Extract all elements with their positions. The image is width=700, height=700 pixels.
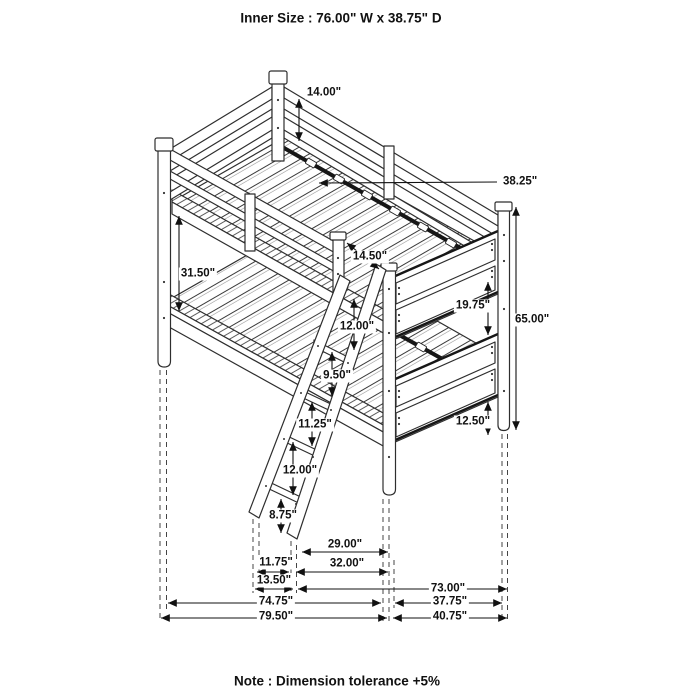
dim-label-rung-spacing-top: 12.00" (339, 320, 375, 333)
dim-label-rung-spacing-second: 9.50" (323, 369, 351, 382)
dim-label-overall-height: 65.00" (515, 313, 550, 326)
dim-label-ladder-opening: 14.50" (352, 250, 388, 263)
dim-label-rung-to-floor: 8.75" (269, 509, 297, 522)
right-corner-post (495, 202, 512, 431)
dim-label-ladder-span: 32.00" (329, 557, 365, 570)
dim-label-foot-clearance: 12.50" (455, 415, 491, 428)
inner-size-title: Inner Size : 76.00" W x 38.75" D (240, 10, 442, 26)
front-corner-post (381, 263, 397, 495)
dim-label-length-with-ladder: 74.75" (258, 595, 294, 608)
dim-label-foot-gap-upper: 19.75" (455, 299, 491, 312)
dim-label-frame-length: 73.00" (430, 582, 466, 595)
dim-label-slat-width: 38.25" (503, 175, 538, 188)
dim-label-frame-depth: 37.75" (432, 595, 468, 608)
dim-label-rung-spacing-third: 11.25" (298, 418, 332, 431)
dim-label-overall-length: 79.50" (258, 610, 294, 623)
dim-label-ladder-foot-offset: 11.75" (259, 556, 293, 569)
back-corner-post (269, 71, 287, 161)
dim-label-ladder-base-depth: 13.50" (256, 574, 292, 587)
dim-label-rung-spacing-fourth: 12.00" (282, 464, 318, 477)
dim-label-overall-depth: 40.75" (432, 610, 468, 623)
dim-label-ladder-reach: 29.00" (327, 538, 363, 551)
dim-label-guardrail-height: 14.00" (306, 86, 342, 99)
left-corner-post (155, 138, 173, 367)
tolerance-note: Note : Dimension tolerance +5% (234, 673, 440, 689)
dim-label-bunk-clearance: 31.50" (180, 267, 216, 280)
front-support-post (245, 194, 255, 251)
back-support-post (384, 146, 394, 199)
